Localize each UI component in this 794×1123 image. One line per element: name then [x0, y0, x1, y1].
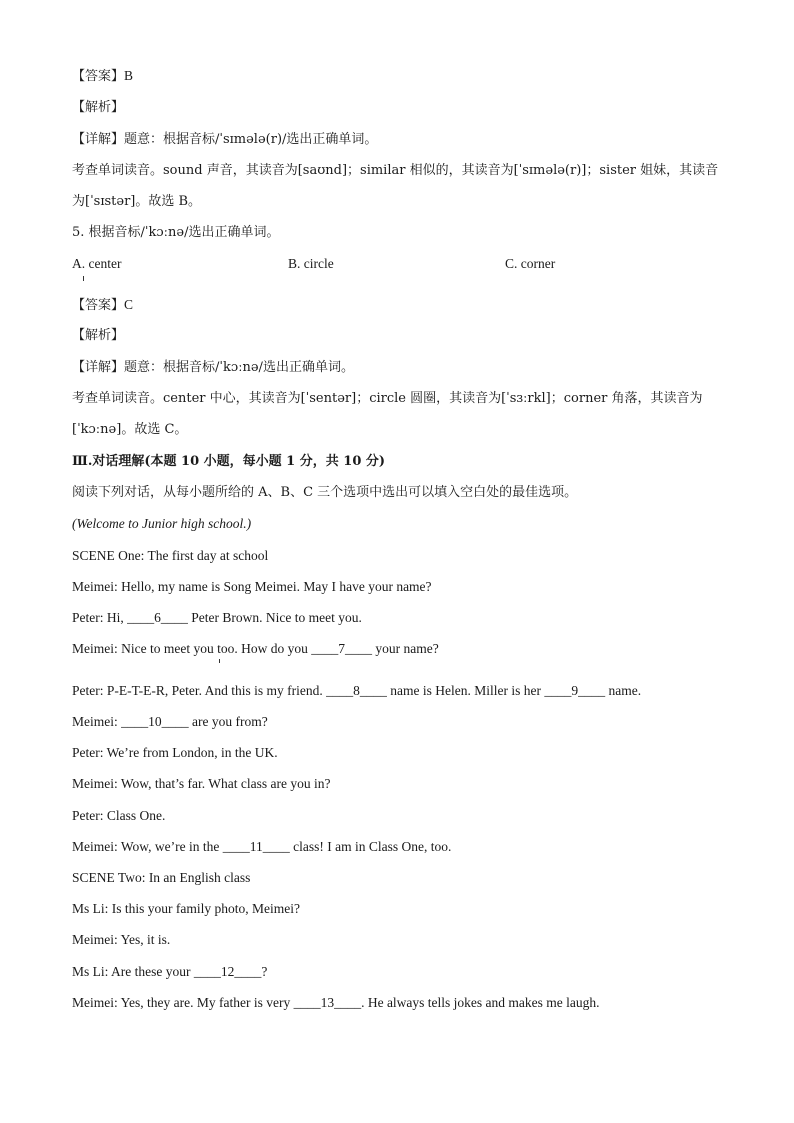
dialogue-line — [72, 776, 330, 792]
dialogue-text: are you from? — [188, 714, 268, 729]
dialogue-text: Meimei: Wow, we’re in the — [72, 839, 223, 854]
dialogue-text: Ms Li: Is this your family photo, Meimei? — [72, 901, 300, 916]
dialogue-text: Peter: We’re from London, in the UK. — [72, 745, 278, 760]
q5-explain-line-2: [ˈkɔːnə]。故选 C。 — [72, 422, 188, 437]
stray-mark — [83, 276, 84, 281]
answer-label: 【答案】 — [72, 69, 125, 84]
dialogue-line — [72, 870, 250, 886]
dialogue-line — [72, 641, 439, 657]
answer-blank: ____6____ — [127, 610, 188, 625]
dialogue-text: Peter: P-E-T-E-R, Peter. And this is my friend. — [72, 683, 327, 698]
answer-blank: ____8____ — [326, 683, 387, 698]
dialogue-text: Meimei: Yes, they are. My father is very — [72, 995, 294, 1010]
dialogue-text: Meimei: — [72, 714, 122, 729]
dialogue-line — [72, 839, 451, 855]
dialogue-text: Peter: Hi, — [72, 610, 128, 625]
q4-answer — [72, 68, 133, 85]
dialogue-text: Peter Brown. Nice to meet you. — [187, 610, 362, 625]
dialogue-line — [72, 808, 165, 824]
stray-mark — [219, 659, 220, 663]
dialogue-line — [72, 683, 641, 699]
q5-analysis-label: 【解析】 — [72, 328, 125, 343]
q5-question: 5. 根据音标/ˈkɔːnə/选出正确单词。 — [72, 225, 280, 240]
section-subtitle: (Welcome to Junior high school.) — [72, 516, 252, 531]
q5-option-a: A. center — [72, 256, 122, 271]
dialogue-text: ? — [261, 964, 268, 979]
dialogue-line — [72, 548, 268, 564]
answer-value: B — [124, 68, 134, 83]
dialogue-text: Meimei: Hello, my name is Song Meimei. May I have your name? — [72, 579, 432, 594]
dialogue-text: SCENE One: The first day at school — [72, 548, 269, 563]
q4-detail: 【详解】题意：根据音标/ˈsɪmələ(r)/选出正确单词。 — [72, 132, 378, 147]
q5-option-c: C. corner — [505, 256, 556, 271]
dialogue-text: . He always tells jokes and makes me laugh. — [361, 995, 600, 1010]
dialogue-line — [72, 579, 432, 595]
dialogue-line — [72, 901, 300, 917]
dialogue-line — [72, 745, 278, 761]
dialogue-text: name is Helen. Miller is her — [386, 683, 545, 698]
q4-analysis-label: 【解析】 — [72, 100, 125, 115]
dialogue-text: SCENE Two: In an English class — [72, 870, 251, 885]
q4-explain-line-2: 为[ˈsɪstər]。故选 B。 — [72, 194, 202, 209]
dialogue-text: Ms Li: Are these your — [72, 964, 194, 979]
q5-option-b: B. circle — [288, 256, 334, 271]
dialogue-line — [72, 964, 267, 980]
dialogue-line — [72, 995, 600, 1011]
dialogue-text: Peter: Class One. — [72, 808, 166, 823]
answer-label: 【答案】 — [72, 298, 125, 313]
answer-blank: ____13____ — [293, 995, 362, 1010]
answer-blank: ____10____ — [121, 714, 189, 729]
dialogue-line — [72, 610, 362, 626]
answer-value: C — [124, 297, 134, 312]
dialogue-text: name. — [605, 683, 642, 698]
answer-blank: ____7____ — [311, 641, 372, 656]
q5-detail: 【详解】题意：根据音标/ˈkɔːnə/选出正确单词。 — [72, 360, 354, 375]
dialogue-text: Meimei: Wow, that’s far. What class are you in? — [72, 776, 331, 791]
dialogue-text: class! I am in Class One, too. — [289, 839, 452, 854]
dialogue-text: Meimei: Yes, it is. — [72, 932, 171, 947]
q4-explain-line-1: 考查单词读音。sound 声音，其读音为[saʊnd]；similar 相似的，其读音为[ˈsɪmələ(r)]；sister 姐妹，其读音 — [72, 163, 719, 178]
q5-explain-line-1: 考查单词读音。center 中心，其读音为[ˈsentər]；circle 圆圈，其读音为[ˈsɜːrkl]；corner 角落，其读音为 — [72, 391, 703, 406]
answer-blank: ____9____ — [544, 683, 606, 698]
section-title: Ⅲ.对话理解(本题 10 小题，每小题 1 分，共 10 分) — [72, 454, 386, 469]
dialogue-text: your name? — [371, 641, 439, 656]
dialogue-text: Meimei: Nice to meet you too. How do you — [72, 641, 312, 656]
dialogue-line — [72, 714, 268, 730]
q5-answer — [72, 297, 133, 314]
answer-blank: ____11____ — [222, 839, 290, 854]
section-instruction: 阅读下列对话，从每小题所给的 A、B、C 三个选项中选出可以填入空白处的最佳选项。 — [72, 485, 578, 500]
dialogue-line — [72, 932, 170, 948]
answer-blank: ____12____ — [193, 964, 262, 979]
